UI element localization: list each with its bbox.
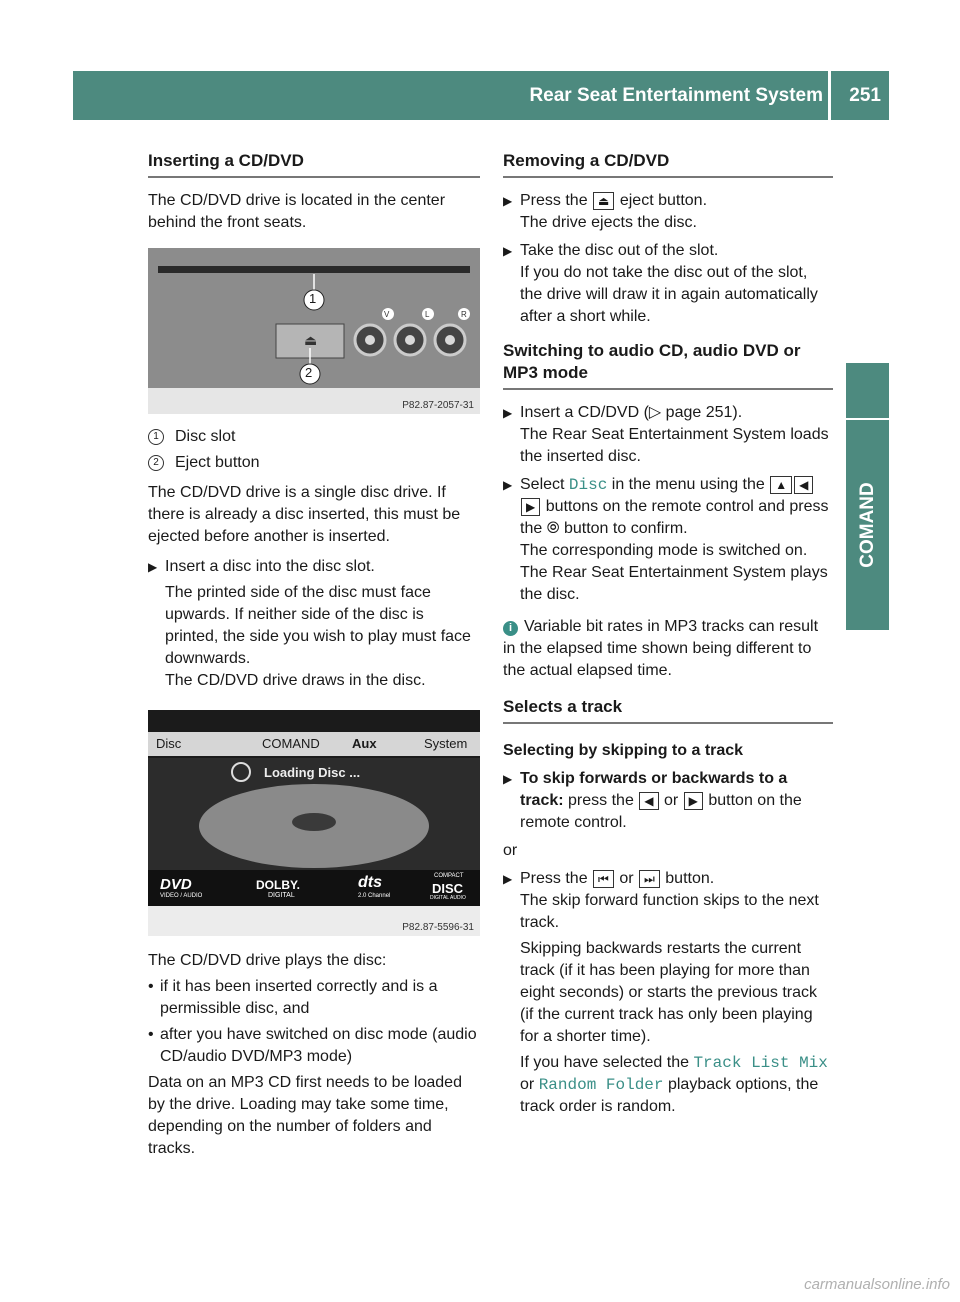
step-detail	[520, 1052, 833, 1118]
legend-text: Disc slot	[175, 428, 236, 445]
label-l: L	[425, 310, 430, 319]
step-text: or	[663, 792, 679, 809]
ok-button-icon: ⦾	[546, 520, 560, 537]
section-title-selects-track: Selects a track	[503, 696, 833, 724]
bullet-text: if it has been inserted correctly and is a permissible disc, and	[160, 978, 438, 1017]
step-arrow-icon: ▶	[503, 478, 513, 492]
left-key-icon: ◀	[794, 476, 813, 494]
info-note	[503, 616, 833, 682]
step-text: If you have selected the	[520, 1054, 689, 1071]
section-title-switching: Switching to audio CD, audio DVD or MP3 mode	[503, 340, 833, 390]
step-text: Take the disc out of the slot.	[520, 242, 719, 259]
section-title-inserting: Inserting a CD/DVD	[148, 150, 480, 178]
disc-slot	[158, 266, 470, 273]
side-label	[846, 420, 889, 630]
logo-disc-top: COMPACT	[434, 873, 464, 879]
legend-item-disc-slot	[148, 426, 480, 448]
step-line	[520, 474, 833, 540]
step-detail: The printed side of the disc must face upwards. If neither side of the disc is printed, the side you wish to play must face downwards.	[165, 584, 471, 667]
header-divider	[828, 71, 831, 120]
info-icon: i	[503, 621, 518, 636]
callout2-number: 2	[305, 365, 313, 380]
legend-number: 2	[148, 455, 164, 471]
step-arrow-icon: ▶	[503, 872, 513, 886]
right-key-icon: ▶	[684, 792, 703, 810]
logo-dolby: DOLBY.	[256, 878, 301, 892]
step-detail: The skip forward function skips to the next track.	[520, 892, 819, 931]
legend-text: Eject button	[175, 454, 260, 471]
loading-screen-illustration	[148, 710, 480, 936]
tab-system: System	[424, 736, 468, 751]
step-text: Insert a CD/DVD (▷ page 251).	[520, 404, 743, 421]
disc-hole	[292, 813, 336, 831]
jack-r-center	[445, 335, 455, 345]
tab-disc: Disc	[156, 736, 182, 751]
step-arrow-icon: ▶	[503, 244, 513, 258]
option-track-list-mix: Track List Mix	[693, 1054, 828, 1072]
jack-v-center	[365, 335, 375, 345]
step-text: or	[619, 870, 634, 887]
step-detail: The drive ejects the disc.	[520, 214, 697, 231]
figure-cd-drive	[148, 248, 480, 414]
bullet-item	[148, 976, 480, 1020]
single-disc-text: The CD/DVD drive is a single disc drive. If there is already a disc inserted, this must be ejected before another is inserted.	[148, 484, 461, 545]
step-arrow-icon: ▶	[503, 406, 513, 420]
step-detail: The Rear Seat Entertainment System loads the inserted disc.	[520, 426, 829, 465]
loading-text: Loading Disc ...	[264, 765, 361, 780]
legend-number: 1	[148, 429, 164, 445]
up-key-icon: ▲	[770, 476, 792, 494]
step-insert-disc	[148, 556, 480, 692]
step-detail: Skipping backwards restarts the current track (if it has been playing for more than eight seconds) or starts the previous track (if the current track has only been playing for a shorter time).	[520, 940, 818, 1045]
step-text: Press the	[520, 870, 588, 887]
step-line	[520, 190, 833, 212]
step-arrow-icon: ▶	[148, 560, 158, 574]
logo-dts-sub: 2.0 Channel	[358, 893, 391, 899]
jack-l-center	[405, 335, 415, 345]
logo-dvd: DVD	[160, 876, 192, 893]
step-text: Select	[520, 476, 565, 493]
step-line	[520, 868, 833, 890]
logo-disc-sub: DIGITAL AUDIO	[430, 895, 466, 901]
step-text: in the menu using the	[611, 476, 765, 493]
step-text: press the	[568, 792, 634, 809]
bullet-dot: •	[148, 978, 154, 995]
step-text: Insert a disc into the disc slot.	[165, 558, 375, 575]
subheading-skipping: Selecting by skipping to a track	[503, 742, 744, 759]
logo-dts: dts	[358, 874, 382, 891]
option-random-folder: Random Folder	[538, 1076, 664, 1094]
step-bold-text: To skip forwards or backwards to a track:	[520, 770, 788, 809]
logo-dolby-sub: DIGITAL	[268, 892, 295, 899]
header-bar	[73, 71, 889, 120]
step-text: Press the	[520, 192, 588, 209]
right-column	[503, 150, 833, 1124]
logo-dvd-sub: VIDEO / AUDIO	[160, 893, 203, 899]
bullet-text: after you have switched on disc mode (audio CD/audio DVD/MP3 mode)	[160, 1026, 477, 1065]
label-v: V	[384, 310, 390, 319]
or-text: or	[503, 842, 518, 859]
label-r: R	[461, 310, 467, 319]
side-label-text: COMAND	[856, 482, 878, 568]
figure2-caption: P82.87-5596-31	[402, 922, 474, 933]
step-press-skip	[503, 868, 833, 1118]
step-text: button to confirm.	[563, 520, 688, 537]
eject-key-icon: ⏏	[593, 192, 614, 210]
left-key-icon: ◀	[639, 792, 658, 810]
step-insert-cd	[503, 402, 833, 468]
step-text: eject button.	[619, 192, 708, 209]
step-press-eject	[503, 190, 833, 234]
step-arrow-icon: ▶	[503, 772, 513, 786]
page-number: 251	[849, 85, 881, 106]
left-column	[148, 150, 480, 1168]
tab-comand: COMAND	[262, 736, 320, 751]
step-detail: The corresponding mode is switched on. The Rear Seat Entertainment System plays the disc.	[520, 542, 828, 603]
step-text: playback options, the track order is random.	[520, 1076, 819, 1115]
step-text: button on the remote control.	[520, 792, 802, 831]
right-key-icon: ▶	[521, 498, 540, 516]
step-text: button.	[665, 870, 715, 887]
step-text: buttons on the remote control and press the	[520, 498, 829, 537]
step-take-disc	[503, 240, 833, 328]
section-title-removing: Removing a CD/DVD	[503, 150, 833, 178]
figure-loading-screen	[148, 710, 480, 936]
step-select-disc	[503, 474, 833, 606]
callout1-number: 1	[309, 291, 317, 306]
mp3-loading-text: Data on an MP3 CD first needs to be loaded by the drive. Loading may take some time, depending on the number of folders and tracks.	[148, 1074, 462, 1157]
info-text: Variable bit rates in MP3 tracks can result in the elapsed time shown being different to the actual elapsed time.	[503, 618, 819, 679]
step-text: or	[520, 1076, 535, 1093]
logo-disc: DISC	[432, 881, 464, 896]
side-tab-block	[846, 363, 889, 418]
intro-text: The CD/DVD drive is located in the center behind the front seats.	[148, 192, 446, 231]
step-detail: If you do not take the disc out of the slot, the drive will draw it in again automatically after a short while.	[520, 264, 818, 325]
header-title: Rear Seat Entertainment System	[529, 85, 823, 106]
step-detail: The CD/DVD drive draws in the disc.	[165, 672, 426, 689]
eject-glyph: ⏏	[304, 332, 318, 348]
figure1-caption: P82.87-2057-31	[402, 400, 474, 411]
step-skip-track	[503, 768, 833, 834]
bullet-dot: •	[148, 1026, 154, 1043]
skip-forward-key-icon: ⏭	[639, 870, 660, 888]
legend-item-eject-button	[148, 452, 480, 474]
skip-back-key-icon: ⏮	[593, 870, 614, 888]
menu-item-disc: Disc	[568, 476, 608, 494]
step-line	[520, 768, 833, 834]
step-arrow-icon: ▶	[503, 194, 513, 208]
plays-disc-text: The CD/DVD drive plays the disc:	[148, 952, 387, 969]
bullet-item	[148, 1024, 480, 1068]
watermark: carmanualsonline.info	[804, 1276, 950, 1293]
tab-aux: Aux	[352, 736, 377, 751]
